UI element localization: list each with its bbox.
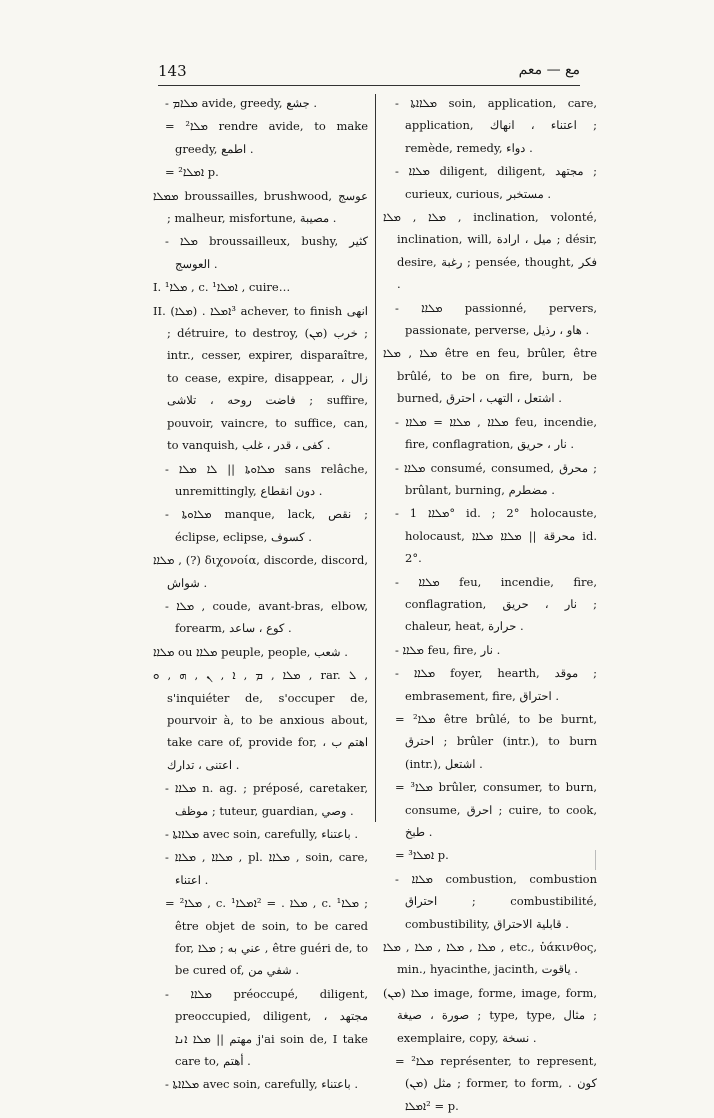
entry: = ²ܡܠܐ être brûlé, to be burnt, احترق ; brûler (intr.), to burn (intr.), اشتعل . <box>395 711 598 771</box>
entry: = ³ܐܡܠܐ p. <box>395 848 449 863</box>
entry: - ܡܠܐ , coude, avant-bras, elbow, forearm, كوع ، ساعد . <box>165 598 369 636</box>
entry: - ܡܠܐܘܬܐ manque, lack, نقص ; éclipse, eclipse, كسوف . <box>165 507 368 544</box>
page-header <box>158 62 580 86</box>
entry: - ܡܠܐܐ feu, fire, نار . <box>395 642 501 657</box>
column-divider <box>375 94 376 822</box>
entry: = ²ܡܠܐ représenter, to represent, (ܡܢ) مثل ; former, to form, كون . = ²ܐܡܠܐ p. <box>395 1054 597 1113</box>
entry: - ܡܠܐܐ , ܡܠܐܐ = ܡܠܐܐ feu, incendie, fire, conflagration, نار ، حريق . <box>395 414 597 452</box>
entry: - ܡܠܐܐ combustion, combustion احتراق ; combustibilité, combustibility, قابلية الاحتراق . <box>395 871 597 931</box>
entry: - ܡܠܐܐ n. ag. ; préposé, caretaker, موظف ; tuteur, guardian, وصي . <box>165 781 368 818</box>
entry: ܡܠܐܐ , (?) διχονοία, discorde, discord, شواش . <box>153 553 368 590</box>
entry: - ܡܠܐܐܬܐ soin, application, care, application, اعتناء ، انهاك ; remède, remedy, دواء . <box>395 96 597 155</box>
entry: - ܡܠܐܐ diligent, diligent, مجتهد ; curieux, curious, مستخبر . <box>395 164 597 201</box>
entry: - ܡܠܐܐܬܐ avec soin, carefully, باعتناء . <box>165 827 358 841</box>
entry: - ܡܠܐܡ avide, greedy, جشع . <box>165 96 318 110</box>
entry: - ܡܠܐܐ , ܡܠܐܐ , pl. ܡܠܐܐ , soin, care, اعتناء . <box>165 850 368 887</box>
left-column <box>153 92 368 1097</box>
entry: - ܡܠܐܐ foyer, hearth, موقد ; embrasement, fire, احتراق . <box>395 666 598 703</box>
entry: - ܡܠܐܘܬܐ || ܠܐ ܡܠܐ sans relâche, unremittingly, دون انقطاع . <box>165 461 368 498</box>
entry: - ܡܠܐܐ 1° id. ; 2° holocauste, holocaust, محرقة || ܡܠܐܐ ܡܠܐܐ id. 2°. <box>395 506 597 566</box>
entry: (ܡܢ) ܡܠܐ image, forme, image, form, صورة ، صيغة ; type, type, مثال ; exemplaire, copy, نسخة . <box>383 985 597 1045</box>
entry: ܡܠܐ , ܡ , ܐ , ܢ , ܗ , ܘ , rar. ܠ , s'inquiéter de, s'occuper de, pourvoir à, to be anxious about, take care of, provide for, اهتم ب ، اعتنى ، تدارك . <box>153 668 369 772</box>
entry: ܡܠܐܐ ou ܡܠܐܐ peuple, people, شعب . <box>153 644 348 659</box>
entry: I. ¹ܡܠܐ , c. ¹ܐܡܠܐ , cuire… <box>153 280 291 295</box>
entry: - ܡܠܐܐܬܐ avec soin, carefully, باعتناء . <box>165 1077 358 1092</box>
entry: ܡܠܐ , ܡܠܐ , ܡܠܐ , ܡܠܐ , etc., ὑάκινθος, min., hyacinthe, jacinth, ياقوت . <box>383 940 597 977</box>
entry: - ܡܠܐܐ feu, incendie, fire, conflagration, نار ، حريق ; chaleur, heat, حرارة . <box>395 574 598 634</box>
running-head: مع — معم <box>518 62 580 78</box>
entry: - ܡܠܐܐ passionné, pervers, passionate, perverse, هاو ، رذيل . <box>395 300 597 338</box>
entry: = ²ܡܠܐ rendre avide, to make greedy, اطمع . <box>165 119 368 156</box>
entry: = ³ܡܠܐ brûler, consumer, to burn, consume, احرق ; cuire, to cook, طبخ . <box>395 780 598 839</box>
entry: - ܡܠܐܐ préoccupé, diligent, preoccupied, diligent, مجتهد ، مهتم || ܡܠܐ ܐܢܐ j'ai soin de, I take care to, أهتم . <box>165 986 368 1069</box>
entry: II. (ܡܠܐ) . ³ܐܡܠܐ achever, to finish انهى ; détruire, to destroy, (ܡܢ) خرب ; intr., cesser, expirer, disparaître, to cease, expire, disappear, زال ، فاضت روحه ، تلاشى ; suffire, pouvoir, vaincre, to suffice, can, to vanquish, كفى ، قدر ، غلب . <box>153 303 369 453</box>
entry: - ܡܠܐܐ consumé, consumed, محرق ; brûlant, burning, مضطرم . <box>395 460 598 497</box>
entry: = ²ܡܠܐ , c. ¹ܡܠܐ . = ²ܐܡܠܐ , c. ¹ܡܠܐ ; être objet de soin, to be cared for, عني به ; ܡܠܐ , être guéri de, to be cured of, شفي من . <box>165 896 369 978</box>
entry: ܡܠܐ , ܡܠܐ être en feu, brûler, être brûlé, to be on fire, burn, be burned, اشتعل ، التهب ، احترق . <box>383 346 597 406</box>
margin-mark <box>595 850 596 870</box>
entry: - ܡܠܐ broussailleux, bushy, كثير العوسج . <box>165 234 369 271</box>
entry: ܡܡܠܐ broussailles, brushwood, عوسج ; malheur, misfortune, مصيبة . <box>153 188 368 226</box>
right-column <box>383 92 597 1118</box>
entry: ܡܠܐ , ܡܠܐ , inclination, volonté, inclination, will, ميل ، ارادة ; désir, desire, رغبة ; pensée, thought, فكر . <box>383 210 598 292</box>
entry: = ²ܐܡܠܐ p. <box>165 165 219 180</box>
page-number: 143 <box>158 62 187 80</box>
header-rule <box>158 85 580 86</box>
